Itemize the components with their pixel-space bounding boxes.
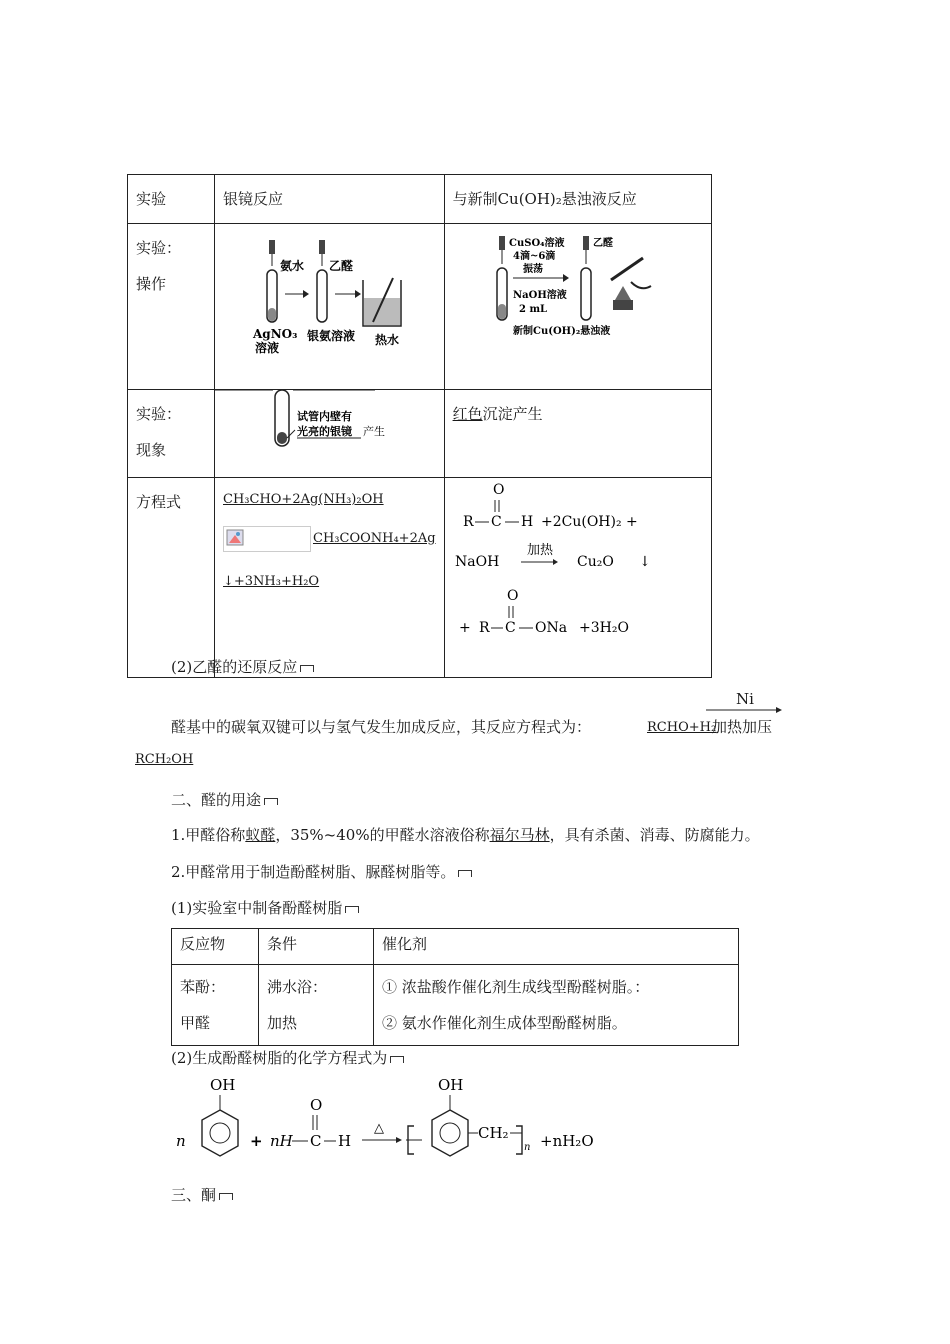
svg-text:+: + bbox=[458, 620, 471, 636]
red-color-text: 红色 bbox=[452, 405, 483, 423]
svg-text:ONa: ONa bbox=[534, 620, 567, 636]
header-experiment: 实验 bbox=[128, 175, 215, 224]
experiment-table bbox=[127, 174, 712, 678]
header-conditions: 条件 bbox=[259, 929, 374, 965]
row-label-phenomenon: 实验： 现象 bbox=[128, 390, 215, 478]
header-catalyst: 催化剂 bbox=[374, 929, 739, 965]
svg-text:热水: 热水 bbox=[375, 333, 400, 347]
phenolic-resin-equation bbox=[170, 1070, 610, 1170]
cell-conditions: 沸水浴： 加热 bbox=[259, 965, 374, 1046]
reduction-text: 醛基中的碳氧双键可以与氢气发生加成反应，其反应方程式为： bbox=[171, 718, 592, 736]
svg-text:+nH₂O: +nH₂O bbox=[540, 1132, 594, 1150]
row-label-operation: 实验： 操作 bbox=[128, 224, 215, 390]
revision-mark-icon bbox=[390, 1056, 404, 1063]
svg-text:产生: 产生 bbox=[363, 425, 385, 438]
copper-phenomenon-cell: 红色沉淀产生 bbox=[444, 390, 711, 478]
reduction-title: (2)乙醛的还原反应 bbox=[171, 656, 314, 677]
silver-equation-cell bbox=[215, 478, 445, 678]
revision-mark-icon bbox=[345, 906, 359, 913]
broken-image-icon bbox=[223, 526, 311, 552]
svg-text:O: O bbox=[492, 482, 505, 498]
svg-text:O: O bbox=[310, 1096, 323, 1114]
svg-text:CuSO₄溶液: CuSO₄溶液 bbox=[508, 238, 565, 249]
svg-text:n: n bbox=[176, 1132, 186, 1150]
svg-text:NaOH溶液: NaOH溶液 bbox=[512, 290, 567, 301]
silver-eq-line1: CH₃CHO+2Ag(NH₃)₂OH bbox=[223, 492, 384, 507]
svg-text:+: + bbox=[250, 1132, 263, 1150]
ketone-title: 三、酮 bbox=[171, 1184, 233, 1205]
silver-eq-line3: ↓+3NH₃+H₂O bbox=[223, 574, 320, 589]
resin-title: (2)生成酚醛树脂的化学方程式为 bbox=[171, 1047, 404, 1068]
svg-text:CH₂: CH₂ bbox=[478, 1124, 509, 1142]
svg-text:C: C bbox=[504, 620, 516, 636]
row-label-equation: 方程式 bbox=[128, 478, 215, 678]
svg-text:加热: 加热 bbox=[526, 543, 553, 558]
header-copper-reaction: 与新制Cu(OH)₂悬浊液反应 bbox=[444, 175, 711, 224]
copper-equation-cell bbox=[444, 478, 711, 678]
reduction-product: RCH₂OH bbox=[135, 752, 194, 767]
reduction-condition-arrow: Ni 加热加压 bbox=[706, 690, 782, 738]
svg-text:Cu₂O: Cu₂O bbox=[576, 554, 614, 570]
svg-text:H: H bbox=[338, 1132, 352, 1150]
svg-text:乙醛: 乙醛 bbox=[592, 238, 613, 249]
svg-text:H: H bbox=[520, 514, 533, 530]
svg-text:振荡: 振荡 bbox=[522, 264, 543, 275]
revision-mark-icon bbox=[264, 798, 278, 805]
svg-text:nH: nH bbox=[270, 1132, 293, 1150]
svg-text:NaOH: NaOH bbox=[454, 554, 499, 570]
svg-text:n: n bbox=[524, 1142, 531, 1153]
silver-operation-diagram bbox=[223, 230, 403, 370]
uses-title: 二、醛的用途 bbox=[171, 789, 278, 810]
svg-text:光亮的银镜: 光亮的银镜 bbox=[297, 425, 352, 438]
header-reactants: 反应物 bbox=[172, 929, 259, 965]
svg-text:C: C bbox=[310, 1132, 322, 1150]
svg-text:OH: OH bbox=[210, 1076, 236, 1094]
svg-text:↓: ↓ bbox=[638, 554, 651, 570]
phenolic-resin-table bbox=[171, 928, 739, 1046]
uses-paragraph-2: 2.甲醛常用于制造酚醛树脂、脲醛树脂等。 bbox=[171, 861, 472, 882]
svg-text:+3H₂O: +3H₂O bbox=[578, 620, 629, 636]
svg-text:氨水: 氨水 bbox=[280, 259, 305, 273]
copper-equation-structures bbox=[445, 478, 711, 664]
header-silver-mirror: 银镜反应 bbox=[215, 175, 445, 224]
svg-text:溶液: 溶液 bbox=[255, 341, 280, 355]
svg-text:C: C bbox=[490, 514, 502, 530]
silver-phenomenon-cell bbox=[215, 390, 445, 478]
reduction-reactants: RCHO+H₂ bbox=[647, 720, 717, 735]
svg-text:+2Cu(OH)₂ +: +2Cu(OH)₂ + bbox=[540, 514, 638, 530]
svg-text:银氨溶液: 银氨溶液 bbox=[307, 329, 356, 343]
cell-catalyst: ① 浓盐酸作催化剂生成线型酚醛树脂。： ② 氨水作催化剂生成体型酚醛树脂。 bbox=[374, 965, 739, 1046]
svg-text:AgNO₃: AgNO₃ bbox=[253, 327, 298, 341]
silver-mirror-tube-diagram bbox=[215, 390, 414, 460]
revision-mark-icon bbox=[458, 870, 472, 877]
svg-text:△: △ bbox=[374, 1121, 384, 1136]
cell-reactants: 苯酚： 甲醛 bbox=[172, 965, 259, 1046]
svg-text:OH: OH bbox=[438, 1076, 464, 1094]
svg-text:4滴~6滴: 4滴~6滴 bbox=[512, 251, 555, 262]
copper-operation-cell bbox=[444, 224, 711, 390]
uses-paragraph-1: 1.甲醛俗称蚁醛，35%~40%的甲醛水溶液俗称福尔马林，具有杀菌、消毒、防腐能力。 bbox=[171, 826, 760, 844]
svg-text:R: R bbox=[478, 620, 490, 636]
silver-eq-line2: CH₃COONH₄+2Ag bbox=[313, 531, 436, 546]
svg-text:O: O bbox=[506, 588, 519, 604]
svg-text:R: R bbox=[462, 514, 474, 530]
uses-paragraph-3: (1)实验室中制备酚醛树脂 bbox=[171, 897, 359, 918]
revision-mark-icon bbox=[219, 1193, 233, 1200]
silver-operation-cell bbox=[215, 224, 445, 390]
copper-operation-diagram bbox=[453, 230, 653, 340]
svg-text:2 mL: 2 mL bbox=[518, 304, 547, 315]
revision-mark-icon bbox=[300, 665, 314, 672]
svg-text:新制Cu(OH)₂悬浊液: 新制Cu(OH)₂悬浊液 bbox=[512, 326, 610, 337]
svg-text:乙醛: 乙醛 bbox=[329, 259, 354, 273]
svg-text:试管内壁有: 试管内壁有 bbox=[297, 410, 352, 423]
